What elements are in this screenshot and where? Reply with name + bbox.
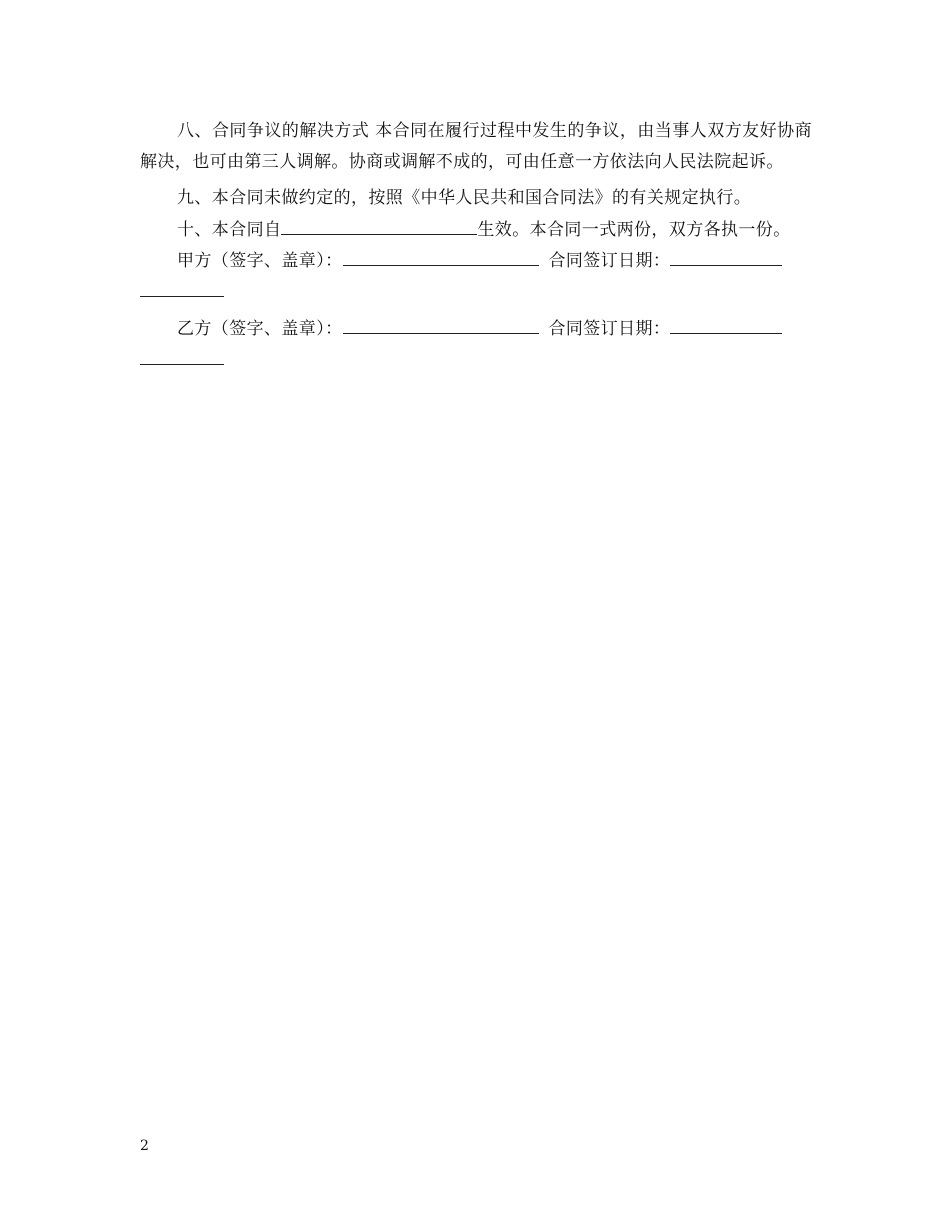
page-number: 2	[140, 1138, 149, 1154]
party-a-label: 甲方（签字、盖章）：	[177, 251, 343, 271]
party-b-signature-line	[140, 313, 812, 344]
party-b-date-blank[interactable]	[670, 313, 782, 334]
party-a-signature-line	[140, 245, 812, 276]
party-b-label: 乙方（签字、盖章）：	[177, 319, 343, 339]
effective-date-blank[interactable]	[281, 214, 477, 235]
party-b-date-blank-continued[interactable]	[140, 344, 224, 365]
party-b-signature-blank[interactable]	[343, 313, 539, 334]
contract-body	[140, 116, 812, 371]
clause-ten	[140, 214, 812, 245]
party-a-date-label: 合同签订日期：	[548, 251, 671, 271]
party-a-date-continuation	[140, 276, 812, 303]
clause-eight: 八、合同争议的解决方式 本合同在履行过程中发生的争议，由当事人双方友好协商解决，也可由第三人调解。协商或调解不成的，可由任意一方依法向人民法院起诉。	[140, 121, 812, 172]
clause-ten-prefix: 十、本合同自	[177, 220, 282, 240]
clause-nine: 九、本合同未做约定的，按照《中华人民共和国合同法》的有关规定执行。	[177, 188, 752, 208]
party-a-date-blank-continued[interactable]	[140, 276, 224, 297]
party-b-date-continuation	[140, 344, 812, 371]
clause-ten-suffix: 生效。本合同一式两份，双方各执一份。	[477, 220, 791, 240]
party-a-signature-blank[interactable]	[343, 245, 539, 266]
spacer	[140, 303, 812, 313]
party-a-date-blank[interactable]	[670, 245, 782, 266]
party-b-date-label: 合同签订日期：	[548, 319, 671, 339]
